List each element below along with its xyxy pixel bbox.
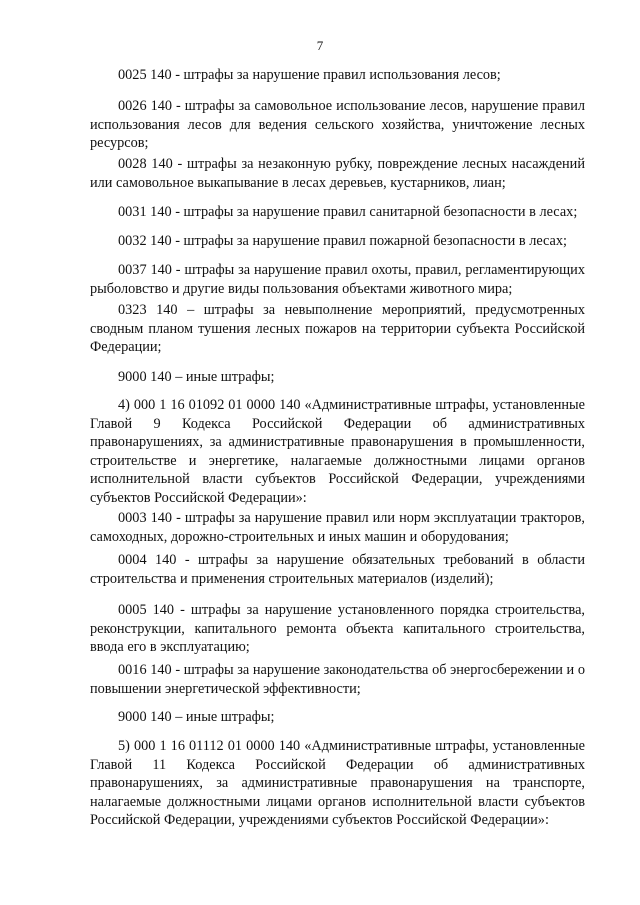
paragraph-0028: 0028 140 - штрафы за незаконную рубку, повреждение лесных насаждений или самовольное выкапывание в лесах деревьев, кустарников, лиан;	[90, 156, 585, 191]
paragraph-9000-second: 9000 140 – иные штрафы;	[118, 709, 275, 725]
paragraph-0026: 0026 140 - штрафы за самовольное использование лесов, нарушение правил использования лесов для ведения сельского хозяйства, уничтожение лесных ресурсов;	[90, 98, 585, 152]
paragraph-0003: 0003 140 - штрафы за нарушение правил или норм эксплуатации тракторов, самоходных, дорожно-строительных и иных машин и оборудования;	[90, 510, 585, 545]
paragraph-0032: 0032 140 - штрафы за нарушение правил пожарной безопасности в лесах;	[118, 233, 568, 249]
page-number: 7	[316, 38, 324, 53]
paragraph-0031: 0031 140 - штрафы за нарушение правил санитарной безопасности в лесах;	[118, 204, 578, 220]
paragraph-0005: 0005 140 - штрафы за нарушение установленного порядка строительства, реконструкции, капитального ремонта объекта капитального строительства, ввода его в эксплуатацию;	[90, 602, 585, 656]
paragraph-9000-first: 9000 140 – иные штрафы;	[118, 369, 275, 385]
paragraph-0323: 0323 140 – штрафы за невыполнение мероприятий, предусмотренных сводным планом тушения лесных пожаров на территории субъекта Российской Федерации;	[90, 302, 585, 356]
paragraph-0004: 0004 140 - штрафы за нарушение обязательных требований в области строительства и применения строительных материалов (изделий);	[90, 552, 585, 587]
paragraph-item-4: 4) 000 1 16 01092 01 0000 140 «Административные штрафы, установленные Главой 9 Кодекса Российской Федерации об административных правонарушениях, за административные правонарушения в промышленности, строительстве и энергетике, налагаемые должностными лицами органов исполнительной власти субъектов Российской Федерации, учреждениями субъектов Российской Федерации»:	[90, 397, 585, 506]
paragraph-0037: 0037 140 - штрафы за нарушение правил охоты, правил, регламентирующих рыболовство и другие виды пользования объектами животного мира;	[90, 262, 585, 297]
paragraph-item-5: 5) 000 1 16 01112 01 0000 140 «Административные штрафы, установленные Главой 11 Кодекса Российской Федерации об административных правонарушениях, за административные правонарушения на транспорте, налагаемые должностными лицами органов исполнительной власти субъектов Российской Федерации, учреждениями субъектов Российской Федерации»:	[90, 738, 585, 829]
paragraph-0025: 0025 140 - штрафы за нарушение правил использования лесов;	[118, 67, 501, 83]
paragraph-0016: 0016 140 - штрафы за нарушение законодательства об энергосбережении и о повышении энергетической эффективности;	[90, 662, 585, 697]
